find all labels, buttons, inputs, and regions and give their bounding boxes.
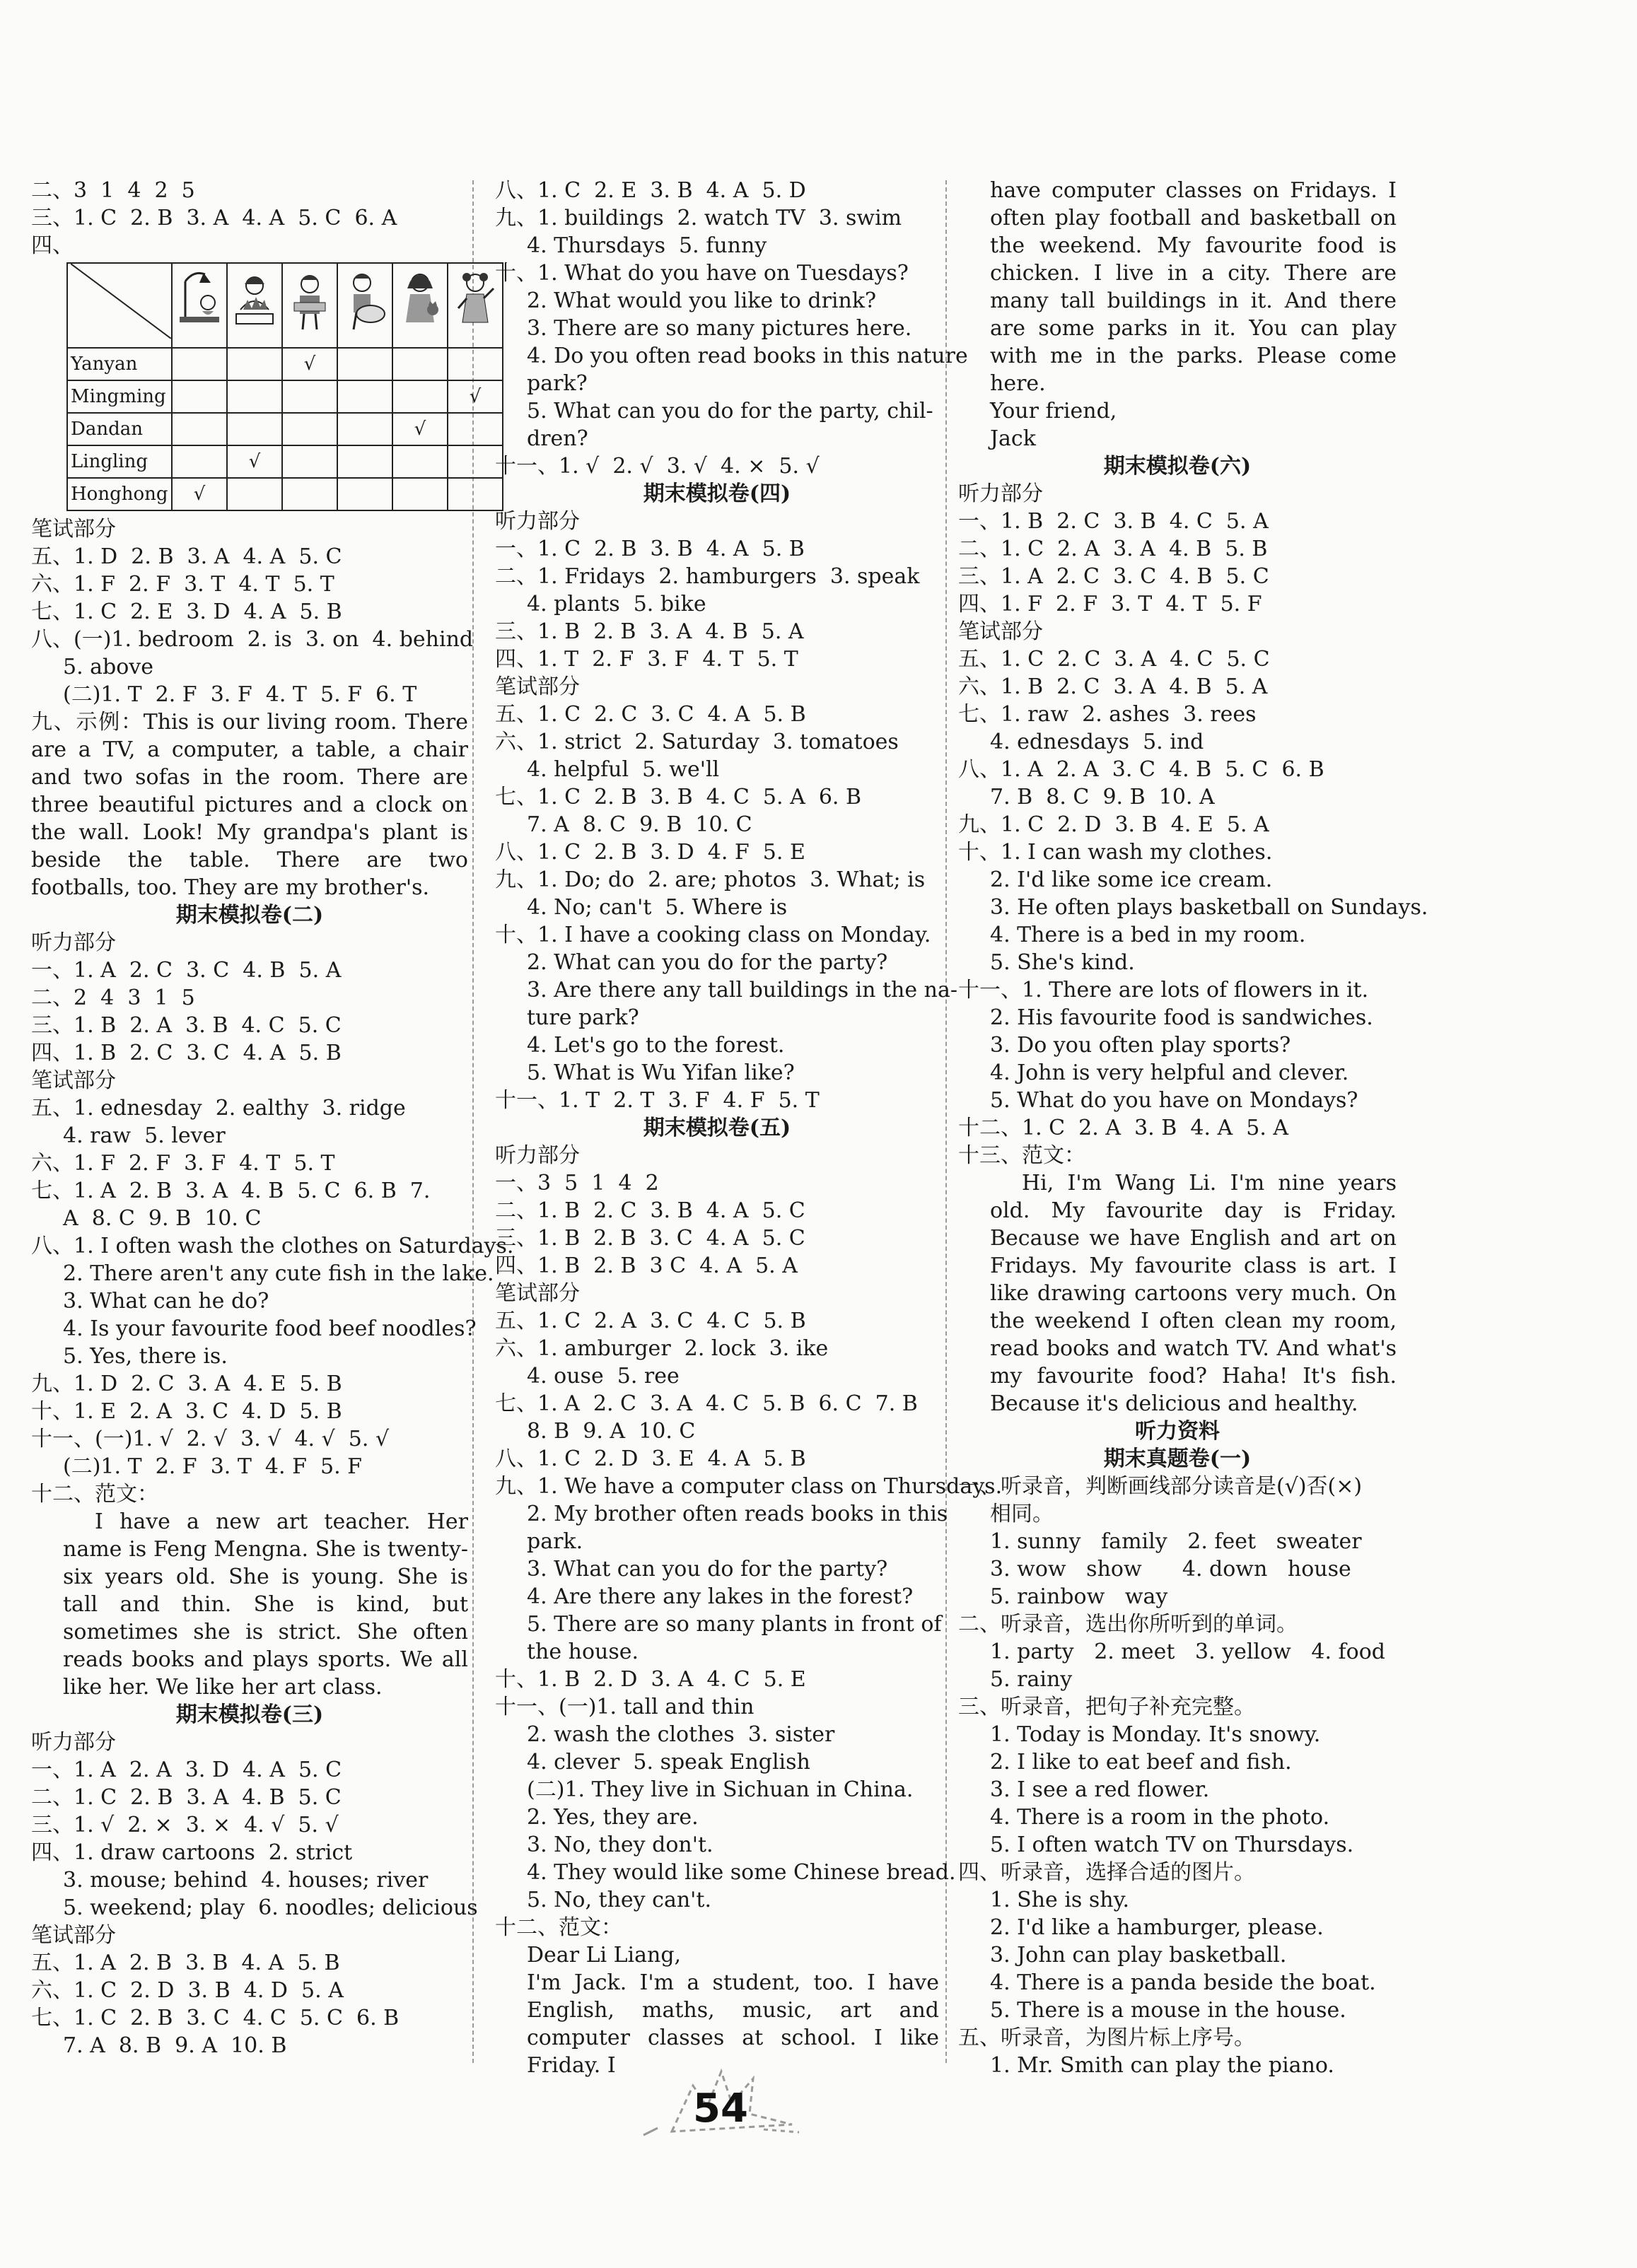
answer-line: park. — [527, 1529, 583, 1554]
answer-line: 2. I'd like some ice cream. — [990, 867, 1273, 892]
answer-line: 十、1. E 2. A 3. C 4. D 5. B — [31, 1399, 342, 1424]
grid-cell — [227, 413, 282, 445]
answer-line: 3. Are there any tall buildings in the na- — [527, 978, 958, 1003]
col1-sample-paragraph-b: I have a new art teacher. Her name is Feng Mengna. She is twenty-six years old. She is young. She is tall and thin. She is kind, but sometimes she is strict. She often reads books and plays sports. We all like her. We like her art class. — [63, 1509, 468, 1700]
answer-line: 十、1. B 2. D 3. A 4. C 5. E — [495, 1667, 806, 1692]
answer-line: A 8. C 9. B 10. C — [63, 1206, 262, 1231]
answer-line: 2. What can you do for the party? — [527, 950, 888, 975]
answer-line: 4. No; can't 5. Where is — [527, 895, 788, 920]
answer-line: 七、1. C 2. E 3. D 4. A 5. B — [31, 600, 342, 624]
answer-line: 4. There is a room in the photo. — [990, 1805, 1330, 1830]
answer-line: 5. rainbow way — [990, 1584, 1168, 1609]
grid-cell — [337, 478, 392, 510]
answer-line: 六、1. strict 2. Saturday 3. tomatoes — [495, 730, 899, 754]
column-divider-2 — [945, 180, 947, 2063]
answer-line: 五、1. C 2. A 3. C 4. C 5. B — [495, 1309, 806, 1333]
answer-line: 九、1. C 2. D 3. B 4. E 5. A — [958, 812, 1269, 837]
grid-cell — [337, 380, 392, 413]
answer-line: 1. She is shy. — [990, 1888, 1130, 1912]
answer-line: 八、1. A 2. A 3. C 4. B 5. C 6. B — [958, 757, 1324, 782]
grid-check-mark: √ — [392, 413, 448, 445]
answer-line: 六、1. F 2. F 3. F 4. T 5. T — [31, 1151, 335, 1176]
answer-line: 5. above — [63, 655, 154, 679]
grid-cell — [227, 478, 282, 510]
answer-line: 七、1. C 2. B 3. C 4. C 5. C 6. B — [31, 2006, 400, 2030]
answer-line: 十一、(一)1. tall and thin — [495, 1695, 755, 1719]
answer-line: 2. There aren't any cute fish in the lake. — [63, 1261, 494, 1286]
answer-line: 2. I'd like a hamburger, please. — [990, 1915, 1324, 1940]
answer-line: 四、1. T 2. F 3. F 4. T 5. T — [495, 647, 798, 672]
grid-row — [67, 478, 503, 510]
answer-line: 听力部分 — [31, 930, 116, 955]
grid-cell — [392, 380, 448, 413]
answer-line: 4. Thursdays 5. funny — [527, 233, 767, 258]
answer-line: 三、1. B 2. B 3. A 4. B 5. A — [495, 619, 804, 644]
answer-line: 四、 — [31, 233, 74, 258]
answer-line: 4. helpful 5. we'll — [527, 757, 720, 782]
answer-line: 2. What would you like to drink? — [527, 288, 877, 313]
answer-line: 四、1. B 2. B 3 C 4. A 5. A — [495, 1253, 798, 1278]
col3-block-c — [958, 1473, 1397, 2079]
grid-row-name: Mingming — [67, 380, 172, 413]
answer-line: 十一、(一)1. √ 2. √ 3. √ 4. √ 5. √ — [31, 1427, 390, 1451]
answer-line: 3. No, they don't. — [527, 1832, 713, 1857]
answer-line: Your friend, — [990, 399, 1117, 423]
answer-line: (二)1. They live in Sichuan in China. — [527, 1777, 914, 1802]
col1-block-a — [31, 515, 474, 708]
picture-cooking-girl — [227, 263, 282, 348]
answer-line: 听力部分 — [495, 1143, 580, 1168]
answer-line: 5. What do you have on Mondays? — [990, 1088, 1358, 1113]
grid-row — [67, 380, 503, 413]
answer-line: 8. B 9. A 10. C — [527, 1419, 696, 1444]
grid-row — [67, 445, 503, 478]
answer-line: 五、1. A 2. B 3. B 4. A 5. B — [31, 1951, 340, 1975]
answer-line: 七、1. A 2. C 3. A 4. C 5. B 6. C 7. B — [495, 1391, 918, 1416]
grid-cell — [282, 380, 337, 413]
answer-line: 五、1. ednesday 2. ealthy 3. ridge — [31, 1096, 406, 1121]
grid-check-mark: √ — [172, 478, 227, 510]
answer-line: 4. plants 5. bike — [527, 592, 706, 616]
col2-block-b — [495, 508, 958, 1114]
answer-line: the house. — [527, 1639, 639, 1664]
col2-block-a — [495, 177, 968, 480]
col3-block-b — [958, 480, 1428, 1169]
answer-line: 三、1. A 2. C 3. C 4. B 5. C — [958, 564, 1269, 589]
answer-line: dren? — [527, 426, 588, 451]
answer-line: 六、1. F 2. F 3. T 4. T 5. T — [31, 572, 334, 597]
answer-line: 二、2 4 3 1 5 — [31, 986, 195, 1010]
answer-line: 八、1. C 2. E 3. B 4. A 5. D — [495, 178, 806, 203]
answer-line: 五、听录音，为图片标上序号。 — [958, 2026, 1255, 2050]
answer-line: 五、1. C 2. C 3. A 4. C 5. C — [958, 647, 1270, 672]
answer-line: (二)1. T 2. F 3. T 4. F 5. F — [63, 1454, 362, 1479]
answer-line: 3. I see a red flower. — [990, 1777, 1210, 1802]
answer-line: 3. mouse; behind 4. houses; river — [63, 1868, 429, 1893]
section-title-mock-2: 期末模拟卷(二) — [175, 903, 324, 928]
grid-row-name: Yanyan — [67, 348, 172, 380]
answer-line: 5. Yes, there is. — [63, 1344, 228, 1369]
answer-line: 笔试部分 — [31, 517, 116, 542]
grid-row-name: Honghong — [67, 478, 172, 510]
answer-line: Dear Li Liang, — [527, 1943, 682, 1968]
answer-line: 4. There is a panda beside the boat. — [990, 1970, 1376, 1995]
grid-cell — [172, 445, 227, 478]
page-number-badge — [629, 2064, 806, 2142]
answer-line: 十一、1. T 2. T 3. F 4. F 5. T — [495, 1088, 820, 1113]
grid-cell — [172, 413, 227, 445]
answer-line: 7. A 8. B 9. A 10. B — [63, 2033, 287, 2058]
answer-line: 一、听录音，判断画线部分读音是(√)否(×) — [958, 1474, 1363, 1499]
answer-line: 笔试部分 — [31, 1923, 116, 1948]
grid-cell — [392, 478, 448, 510]
answer-line: 七、1. C 2. B 3. B 4. C 5. A 6. B — [495, 785, 862, 809]
answer-line: ture park? — [527, 1005, 639, 1030]
grid-cell — [227, 380, 282, 413]
picture-boy-with-ball — [337, 263, 392, 348]
answer-line: 十、1. I can wash my clothes. — [958, 840, 1273, 865]
answer-line: 7. A 8. C 9. B 10. C — [527, 812, 752, 837]
answer-line: 一、3 5 1 4 2 — [495, 1171, 659, 1196]
answer-line: 三、听录音，把句子补充完整。 — [958, 1695, 1255, 1719]
answer-line: Jack — [990, 426, 1036, 451]
answer-column-3 — [958, 177, 1428, 2079]
answer-line: 十三、范文： — [958, 1143, 1085, 1168]
grid-cell — [282, 413, 337, 445]
answer-column-1 — [31, 177, 514, 2059]
answer-line: 六、1. amburger 2. lock 3. ike — [495, 1336, 829, 1361]
answer-line: 十二、范文： — [495, 1915, 622, 1940]
answer-line: 2. I like to eat beef and fish. — [990, 1750, 1292, 1775]
grid-row-name: Lingling — [67, 445, 172, 478]
answer-line: 4. Is your favourite food beef noodles? — [63, 1316, 477, 1341]
answer-line: 九、1. D 2. C 3. A 4. E 5. B — [31, 1372, 342, 1396]
answer-line: 2. My brother often reads books in this — [527, 1502, 948, 1526]
grid-cell — [227, 348, 282, 380]
grid-check-mark: √ — [448, 380, 503, 413]
answer-line: 一、1. C 2. B 3. B 4. A 5. B — [495, 537, 805, 561]
answer-line: 4. Are there any lakes in the forest? — [527, 1584, 914, 1609]
grid-cell — [337, 445, 392, 478]
answer-line: 4. They would like some Chinese bread. — [527, 1860, 956, 1885]
answer-line: 笔试部分 — [495, 1281, 580, 1306]
answer-line: 5. rainy — [990, 1667, 1073, 1692]
grid-header-row — [67, 263, 503, 348]
answer-line: 三、1. B 2. B 3. C 4. A 5. C — [495, 1226, 805, 1251]
diagonal-line — [71, 264, 171, 339]
answer-line: 一、1. A 2. A 3. D 4. A 5. C — [31, 1758, 342, 1782]
col1-block-b — [31, 929, 514, 1508]
page-number: 54 — [693, 2086, 748, 2132]
answer-line: 五、1. D 2. B 3. A 4. A 5. C — [31, 544, 342, 569]
section-title-mock-3: 期末模拟卷(三) — [175, 1702, 324, 1727]
answer-line: 1. Today is Monday. It's snowy. — [990, 1722, 1321, 1747]
answer-line: 3. wow show 4. down house — [990, 1557, 1351, 1582]
answer-line: 六、1. B 2. C 3. A 4. B 5. A — [958, 674, 1268, 699]
answer-line: 5. She's kind. — [990, 950, 1135, 975]
answer-line: 听力部分 — [31, 1730, 116, 1755]
answer-line: 七、1. raw 2. ashes 3. rees — [958, 702, 1257, 727]
col1-sample-paragraph-a: 九、示例：This is our living room. There are a TV, a computer, a table, a chair and two sofas in the room. There are three beautiful pictures and a clock on the wall. Look! My grandpa's plant is beside the table. There are two footballs, too. They are my brother's. — [31, 710, 468, 900]
answer-line: 一、1. A 2. C 3. C 4. B 5. A — [31, 958, 342, 983]
answer-line: 7. B 8. C 9. B 10. A — [990, 785, 1215, 809]
answer-line: 5. What is Wu Yifan like? — [527, 1060, 795, 1085]
answer-line: 八、1. I often wash the clothes on Saturdays. — [31, 1234, 514, 1258]
answer-line: 二、3 1 4 2 5 — [31, 178, 195, 203]
answer-line: park? — [527, 371, 588, 396]
section-title-mock-6: 期末模拟卷(六) — [1103, 454, 1252, 479]
answer-line: 3. John can play basketball. — [990, 1943, 1287, 1968]
col3-letter-continuation: have computer classes on Fridays. I often play football and basketball on the weekend. My favourite food is chicken. I live in a city. There are many tall buildings in it. And there are some parks in it. You can play with me in the parks. Please come here. — [990, 178, 1397, 396]
grid-row-name: Dandan — [67, 413, 172, 445]
answer-line: 5. What can you do for the party, chil- — [527, 399, 933, 423]
grid-cell — [282, 445, 337, 478]
picture-boy-reading — [282, 263, 337, 348]
answer-line: 二、1. Fridays 2. hamburgers 3. speak — [495, 564, 920, 589]
answer-line: 二、1. C 2. B 3. A 4. B 5. C — [31, 1785, 342, 1810]
col3-sample-paragraph: Hi, I'm Wang Li. I'm nine years old. My favourite day is Friday. Because we have English and art on Fridays. My favourite class is art. I like drawing cartoons very much. On the weekend I often clean my room, read books and watch TV. And what's my favourite food? Haha! It's fish. Because it's delicious and healthy. — [990, 1171, 1397, 1416]
answer-line: 5. There are so many plants in front of — [527, 1612, 942, 1637]
section-title-final-real-1: 期末真题卷(一) — [1103, 1446, 1252, 1471]
answer-line: 3. There are so many pictures here. — [527, 316, 912, 341]
answer-line: 3. Do you often play sports? — [990, 1033, 1291, 1058]
answer-line: 1. Mr. Smith can play the piano. — [990, 2053, 1334, 2078]
answer-line: 2. His favourite food is sandwiches. — [990, 1005, 1373, 1030]
section-title-mock-5: 期末模拟卷(五) — [643, 1116, 791, 1140]
col1-block-c — [31, 1729, 478, 2059]
answer-line: 笔试部分 — [958, 619, 1043, 644]
answer-line: 十二、范文： — [31, 1482, 158, 1507]
answer-line: 4. Let's go to the forest. — [527, 1033, 785, 1058]
answer-line: 5. No, they can't. — [527, 1888, 712, 1912]
answer-line: 听力部分 — [495, 509, 580, 534]
answer-line: 十一、1. √ 2. √ 3. √ 4. × 5. √ — [495, 454, 820, 479]
answer-line: 4. Do you often read books in this nature — [527, 344, 968, 368]
answer-line: 4. ednesdays 5. ind — [990, 730, 1204, 754]
answer-line: 一、1. B 2. C 3. B 4. C 5. A — [958, 509, 1269, 534]
answer-line: 4. There is a bed in my room. — [990, 923, 1306, 947]
col2-letter-paragraph: I'm Jack. I'm a student, too. I have English, maths, music, art and computer classes at school. I like Friday. I — [527, 1970, 939, 2078]
answer-column-2 — [495, 177, 1003, 2079]
col2-block-c — [495, 1142, 1003, 1969]
answer-line: 2. wash the clothes 3. sister — [527, 1722, 835, 1747]
grid-cell — [392, 445, 448, 478]
answer-line: 1. party 2. meet 3. yellow 4. food — [990, 1639, 1385, 1664]
answer-line: 四、1. F 2. F 3. T 4. T 5. F — [958, 592, 1262, 616]
grid-corner — [67, 263, 172, 348]
answer-line: 3. He often plays basketball on Sundays. — [990, 895, 1428, 920]
grid-check-mark: √ — [282, 348, 337, 380]
answer-line: 五、1. C 2. C 3. C 4. A 5. B — [495, 702, 806, 727]
answer-line: 九、1. Do; do 2. are; photos 3. What; is — [495, 867, 926, 892]
grid-row — [67, 348, 503, 380]
answer-line: 二、听录音，选出你所听到的单词。 — [958, 1612, 1298, 1637]
answer-line: 六、1. C 2. D 3. B 4. D 5. A — [31, 1978, 344, 2003]
answer-line: 3. What can he do? — [63, 1289, 269, 1314]
answer-line: 4. ouse 5. ree — [527, 1364, 680, 1389]
answer-line: 七、1. A 2. B 3. A 4. B 5. C 6. B 7. — [31, 1179, 431, 1203]
answer-line: 十一、1. There are lots of flowers in it. — [958, 978, 1369, 1003]
answer-line: 八、1. C 2. D 3. E 4. A 5. B — [495, 1446, 806, 1471]
answer-line: 九、1. buildings 2. watch TV 3. swim — [495, 206, 902, 230]
answer-line: 四、1. B 2. C 3. C 4. A 5. B — [31, 1041, 342, 1065]
grid-cell — [337, 348, 392, 380]
answer-line: 5. There is a mouse in the house. — [990, 1998, 1346, 2023]
answer-line: 4. raw 5. lever — [63, 1123, 226, 1148]
answer-line: 八、1. C 2. B 3. D 4. F 5. E — [495, 840, 805, 865]
grid-cell — [337, 413, 392, 445]
answer-line: 5. I often watch TV on Thursdays. — [990, 1832, 1354, 1857]
col1-top — [31, 177, 468, 259]
answer-line: 相同。 — [990, 1502, 1054, 1526]
matching-grid — [66, 262, 482, 511]
answer-line: 二、1. C 2. A 3. A 4. B 5. B — [958, 537, 1268, 561]
answer-line: 四、1. draw cartoons 2. strict — [31, 1840, 353, 1865]
answer-line: 三、1. √ 2. × 3. × 4. √ 5. √ — [31, 1813, 339, 1837]
answer-line: (二)1. T 2. F 3. F 4. T 5. F 6. T — [63, 682, 417, 707]
answer-line: 5. weekend; play 6. noodles; delicious — [63, 1895, 478, 1920]
picture-reading-lamp — [172, 263, 227, 348]
answer-line: 4. clever 5. speak English — [527, 1750, 810, 1775]
answer-line: 4. John is very helpful and clever. — [990, 1060, 1349, 1085]
answer-line: 1. sunny family 2. feet sweater — [990, 1529, 1362, 1554]
section-title-listening-scripts: 听力资料 — [1135, 1419, 1220, 1444]
answer-line: 九、1. We have a computer class on Thursdays. — [495, 1474, 1003, 1499]
picture-girl-with-cat — [392, 263, 448, 348]
answer-line: 四、听录音，选择合适的图片。 — [958, 1860, 1255, 1885]
col3-block-a — [958, 397, 1397, 452]
answer-line: 八、(一)1. bedroom 2. is 3. on 4. behind — [31, 627, 474, 652]
answer-line: 笔试部分 — [495, 674, 580, 699]
grid-row — [67, 413, 503, 445]
answer-line: 三、1. B 2. A 3. B 4. C 5. C — [31, 1013, 342, 1038]
answer-line: 听力部分 — [958, 481, 1043, 506]
answer-line: 3. What can you do for the party? — [527, 1557, 888, 1582]
grid-cell — [392, 348, 448, 380]
answer-line: 2. Yes, they are. — [527, 1805, 699, 1830]
answer-line: 十、1. I have a cooking class on Monday. — [495, 923, 931, 947]
answer-line: 笔试部分 — [31, 1068, 116, 1093]
grid-check-mark: √ — [227, 445, 282, 478]
answer-line: 十二、1. C 2. A 3. B 4. A 5. A — [958, 1116, 1289, 1140]
grid-cell — [172, 348, 227, 380]
grid-cell — [172, 380, 227, 413]
section-title-mock-4: 期末模拟卷(四) — [643, 481, 791, 506]
grid-cell — [282, 478, 337, 510]
answer-line: 二、1. B 2. C 3. B 4. A 5. C — [495, 1198, 805, 1223]
answer-line: 十、1. What do you have on Tuesdays? — [495, 261, 909, 286]
answer-line: 三、1. C 2. B 3. A 4. A 5. C 6. A — [31, 206, 397, 230]
